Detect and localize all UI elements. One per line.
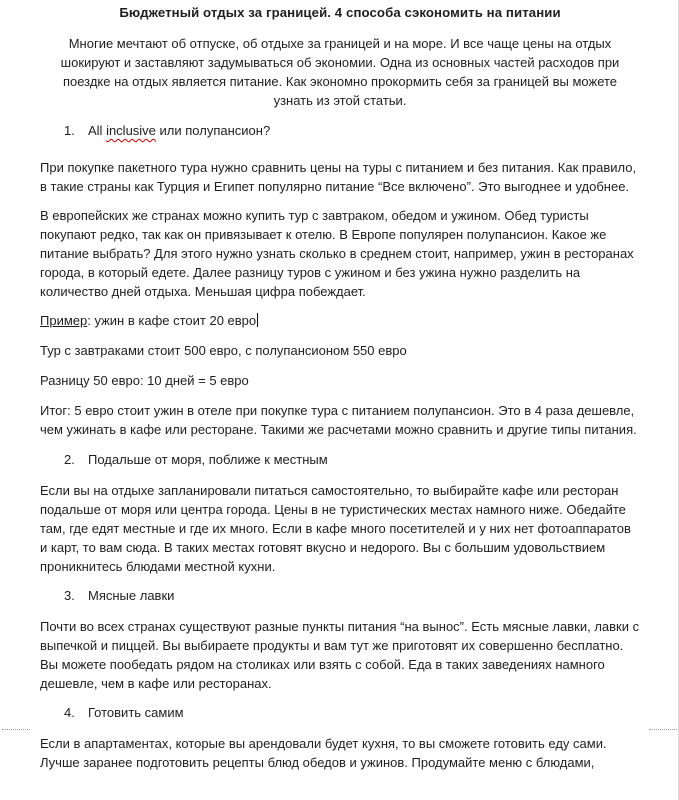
spellcheck-word: inclusive: [106, 123, 156, 138]
heading-text: Готовить самим: [88, 705, 184, 720]
paragraph: При покупке пакетного тура нужно сравнить цены на туры с питанием и без питания. Как правило, в такие страны как Турция и Египет популярно питание “Все включено”. Это выгоднее и удобнее.: [40, 160, 637, 194]
heading-text: Подальше от моря, поближе к местным: [88, 452, 328, 467]
paragraph: Тур с завтраками стоит 500 евро, с полупансионом 550 евро: [40, 343, 407, 358]
heading-number: 4.: [64, 705, 75, 720]
paragraph: Итог: 5 евро стоит ужин в отеле при покупке тура с питанием полупансион. Это в 4 раза дешевле, чем ужинать в кафе или ресторане. Такими же расчетами можно сравнить и другие типы питания.: [40, 403, 637, 437]
heading-number: 1.: [64, 123, 75, 138]
document-title: Бюджетный отдых за границей. 4 способа сэкономить на питании: [119, 5, 561, 20]
heading-section-4: [40, 703, 640, 722]
text-cursor: [257, 313, 258, 327]
heading-text: Мясные лавки: [88, 588, 175, 603]
paragraph: Если вы на отдыхе запланировали питаться самостоятельно, то выбирайте кафе или ресторан подальше от моря или центра города. Цены в не туристических местах намного ниже. Обедайте там, где едят местные и где их много. Если в кафе много посетителей и у них нет фотоаппаратов и карт, то вам сюда. В таких местах готовят вкусно и недорого. Вы с большим удовольствием проникнитесь блюдами местной кухни.: [40, 483, 631, 574]
paragraph: Почти во всех странах существуют разные пункты питания “на вынос”. Есть мясные лавки, лавки с выпечкой и пиццей. Вы выбираете продукты и вам тут же приготовят их совершенно бесплатно. Вы можете пообедать рядом на столиках или взять с собой. Еда в таких заведениях намного дешевле, чем в кафе или ресторанах.: [40, 619, 640, 691]
heading-number: 3.: [64, 588, 75, 603]
heading-text-suffix: или полупансион?: [155, 123, 271, 138]
intro-paragraph: Многие мечтают об отпуске, об отдыхе за границей и на море. И все чаще цены на отдых шокируют и заставляют задумываться об экономии. Одна из основных частей расходов при поездке на отдых является питание. Как экономно прокормить себя за границей вы можете узнать из этой статьи.: [60, 36, 620, 108]
heading-section-3: [40, 586, 640, 605]
example-label: Пример: [40, 313, 88, 328]
page-break-marker-right: [649, 729, 677, 730]
document-body[interactable]: [40, 0, 640, 772]
heading-section-1: [40, 121, 640, 140]
example-text: : ужин в кафе стоит 20 евро: [87, 313, 257, 328]
heading-section-2: [40, 450, 640, 469]
page-break-marker-left: [2, 729, 30, 730]
paragraph: В европейских же странах можно купить тур с завтраком, обедом и ужином. Обед туристы покупают редко, так как он привязывает к отелю. В Европе популярен полупансион. Какое же питание выбрать? Для этого нужно узнать сколько в среднем стоит, например, ужин в ресторанах города, в который едете. Далее разницу туров с ужином и без ужина нужно разделить на количество дней отдыха. Меньшая цифра побеждает.: [40, 208, 634, 299]
paragraph: Если в апартаментах, которые вы арендовали будет кухня, то вы сможете готовить еду сами. Лучше заранее подготовить рецепты блюд обедов и ужинов. Продумайте меню с блюдами,: [40, 736, 607, 770]
paragraph: Разницу 50 евро: 10 дней = 5 евро: [40, 373, 249, 388]
example-line: [40, 311, 640, 330]
heading-number: 2.: [64, 452, 75, 467]
heading-text-prefix: All: [88, 123, 107, 138]
